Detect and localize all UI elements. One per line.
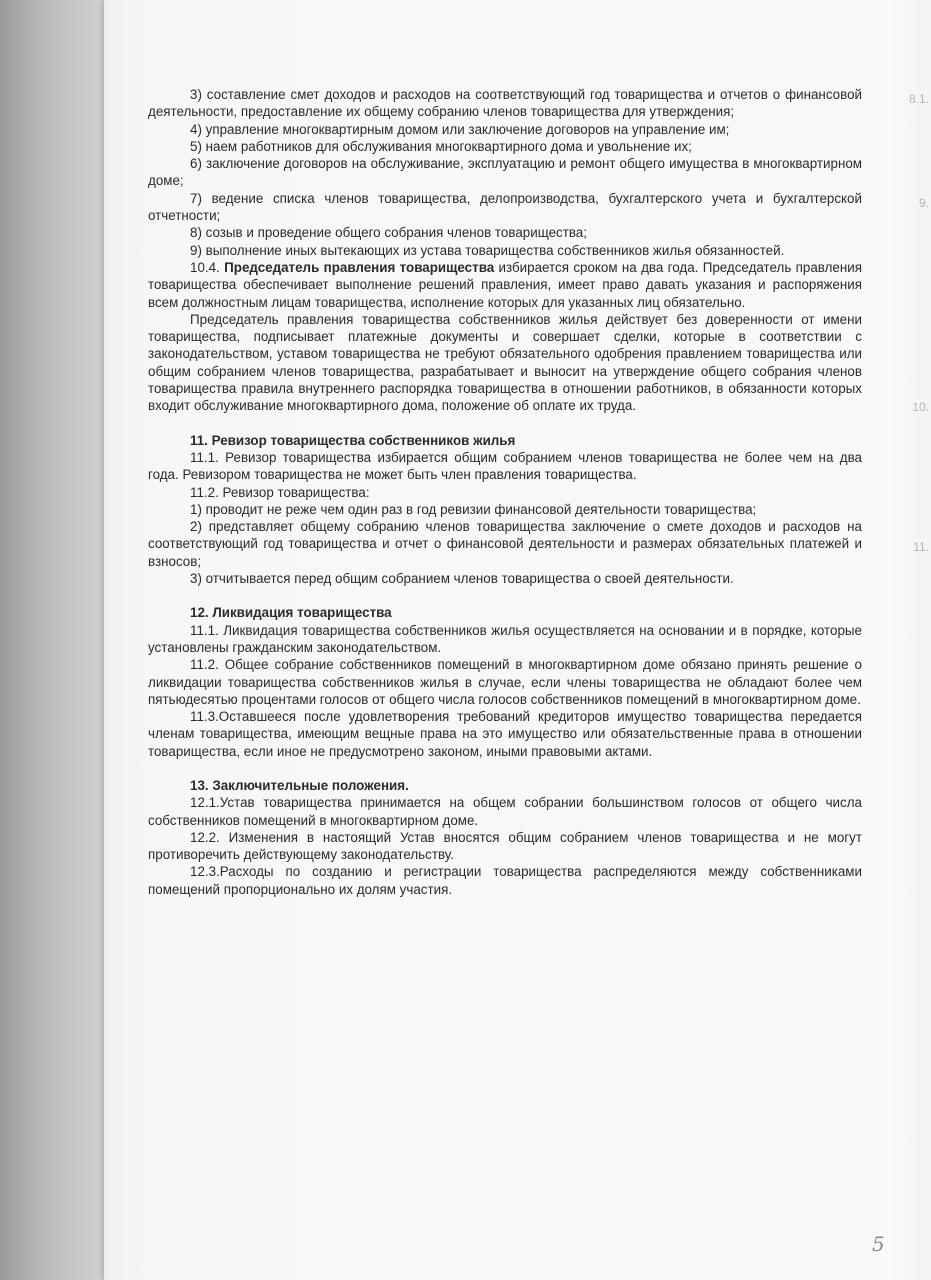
paragraph: 3) отчитывается перед общим собранием членов товарищества о своей деятельности. [190, 571, 734, 587]
page-number: 5 [872, 1232, 885, 1256]
paragraph: 11.1. Ликвидация товарищества собственников жилья осуществляется на основании и в порядке, которые установлены гражданским законодательством. [148, 622, 862, 655]
paragraph: Председатель правления товарищества собственников жилья действует без доверенности от имени товарищества, подписывает платежные документы и совершает сделки, которые в соответствии с законодательством, уставом товарищества не требуют обязательного одобрения правлением товарищества или общим собранием членов товарищества, разрабатывает и выносит на утверждение общего собрания членов товарищества правила внутреннего распорядка товарищества в отношении работников, в обязанности которых входит обслуживание многоквартирного дома, положение об оплате их труда. [148, 311, 862, 414]
paragraph: 6) заключение договоров на обслуживание, эксплуатацию и ремонт общего имущества в многоквартирном доме; [148, 156, 862, 189]
section-heading-11: 11. Ревизор товарищества собственников жилья [190, 432, 516, 448]
paragraph: 5) наем работников для обслуживания многоквартирного дома и увольнение их; [190, 138, 692, 154]
clause-text: избирается сроком на два года. Председатель правления товарищества обеспечивает выполнение решений правления, имеет право давать указания и распоряжения всем должностным лицам товарищества, исполнение которых для указанных лиц обязательно. [148, 259, 862, 310]
paragraph: 1) проводит не реже чем один раз в год ревизии финансовой деятельности товарищества; [190, 501, 757, 517]
bleed-text: 10. [912, 400, 929, 414]
paragraph: 3) составление смет доходов и расходов на соответствующий год товарищества и отчетов о финансовой деятельности, предоставление их общему собранию членов товарищества для утверждения; [148, 87, 862, 120]
bleed-through-margin [891, 0, 931, 1280]
bold-term: Председатель правления товарищества [224, 259, 495, 275]
paragraph: 8) созыв и проведение общего собрания членов товарищества; [190, 225, 587, 241]
paragraph: 12.2. Изменения в настоящий Устав вносятся общим собранием членов товарищества и не могут противоречить действующему законодательству. [148, 829, 862, 863]
paragraph-10-4 [148, 259, 862, 311]
paragraph: 4) управление многоквартирным домом или заключение договоров на управление им; [190, 121, 730, 137]
document-body [148, 86, 862, 898]
scan-left-edge [0, 0, 104, 1280]
paragraph: 11.1. Ревизор товарищества избирается общим собранием членов товарищества не более чем на два года. Ревизором товарищества не может быть член правления товарищества. [148, 449, 862, 483]
section-heading-13: 13. Заключительные положения. [190, 777, 409, 793]
paragraph: 9) выполнение иных вытекающих из устава товарищества собственников жилья обязанностей. [190, 242, 785, 258]
paragraph: 7) ведение списка членов товарищества, делопроизводства, бухгалтерского учета и бухгалтерской отчетности; [148, 190, 862, 224]
paragraph: 11.2. Общее собрание собственников помещений в многоквартирном доме обязано принять решение о ликвидации товарищества собственников жилья в случае, если члены товарищества не обладают более чем пятьюдесятью процентами голосов от общего числа голосов собственников помещений в многоквартирном доме. [148, 657, 862, 707]
section-heading-12: 12. Ликвидация товарищества [190, 605, 392, 621]
bleed-text: 11. [913, 540, 929, 554]
paragraph: 2) представляет общему собранию членов товарищества заключение о смете доходов и расходов на соответствующий год товарищества и отчет о финансовой деятельности и размерах обязательных платежей и взносов; [148, 519, 862, 569]
clause-number: 10.4. [190, 259, 220, 275]
paragraph: 12.3.Расходы по созданию и регистрации товарищества распределяются между собственниками помещений пропорционально их долям участия. [148, 864, 862, 897]
bleed-text: 9. [918, 196, 929, 210]
bleed-text: 8.1. [908, 92, 929, 106]
paragraph: 12.1.Устав товарищества принимается на общем собрании большинством голосов от общего числа собственников помещений в многоквартирном доме. [148, 795, 862, 828]
paragraph: 11.3.Оставшееся после удовлетворения требований кредиторов имущество товарищества передается членам товарищества, имеющим вещные права на это имущество или обязательственные права в отношении товарищества, если иное не предусмотрено законом, иными правовыми актами. [148, 709, 862, 759]
paragraph: 11.2. Ревизор товарищества: [190, 484, 370, 500]
